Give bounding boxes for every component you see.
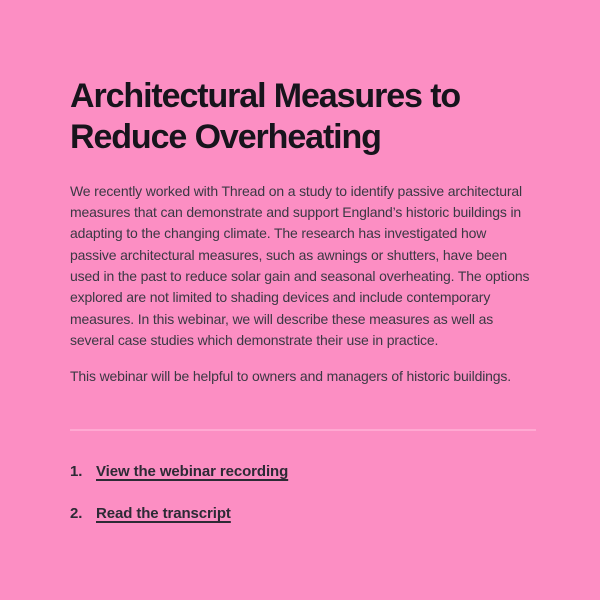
list-item-webinar-recording	[70, 463, 536, 480]
resource-links-list	[70, 463, 536, 522]
list-number: 1.	[70, 463, 83, 481]
webinar-recording-link[interactable]: View the webinar recording	[96, 463, 289, 481]
page-title: Architectural Measures to Reduce Overheating	[70, 77, 461, 157]
transcript-link[interactable]: Read the transcript	[96, 505, 231, 523]
list-item-transcript	[70, 505, 536, 522]
intro-paragraph: We recently worked with Thread on a study to identify passive architectural measures that can demonstrate and support England’s historic buildings in adapting to the changing climate. The research has investigated how passive architectural measures, such as awnings or shutters, have been used in the past to reduce solar gain and seasonal overheating. The options explored are not limited to shading devices and include contemporary measures. In this webinar, we will describe these measures as well as several case studies which demonstrate their use in practice.	[70, 182, 530, 348]
list-number: 2.	[70, 505, 83, 523]
divider	[70, 429, 536, 431]
audience-paragraph: This webinar will be helpful to owners and managers of historic buildings.	[70, 368, 512, 385]
